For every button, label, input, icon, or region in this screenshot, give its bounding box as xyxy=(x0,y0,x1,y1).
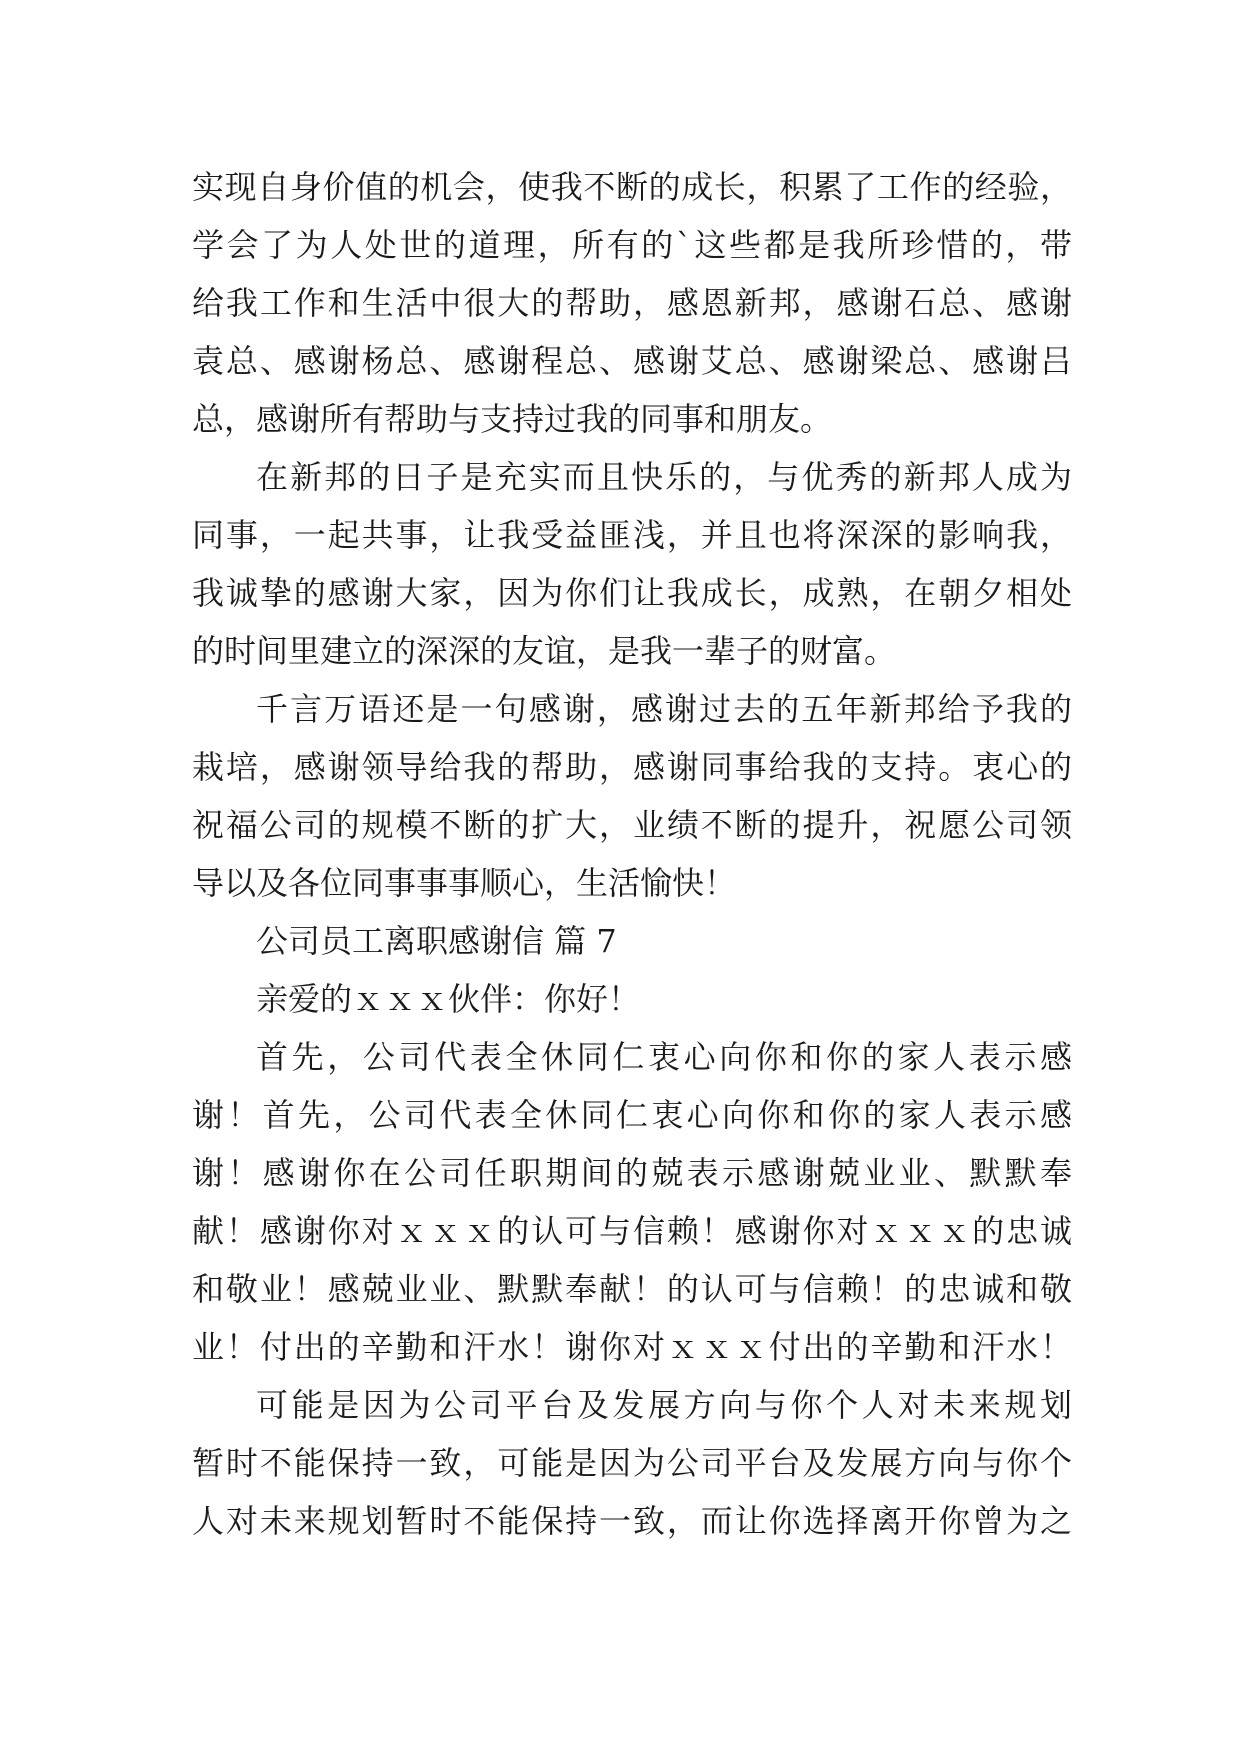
section-heading: 公司员工离职感谢信 篇 7 xyxy=(256,922,617,960)
text-line: 的时间里建立的深深的友谊，是我一辈子的财富。 xyxy=(192,632,897,670)
text-line: 暂时不能保持一致，可能是因为公司平台及发展方向与你个 xyxy=(192,1444,1072,1482)
salutation: 亲爱的ｘｘｘ伙伴：你好！ xyxy=(256,980,641,1018)
text-line: 祝福公司的规模不断的扩大，业绩不断的提升，祝愿公司领 xyxy=(192,806,1072,844)
text-line: 和敬业！感兢业业、默默奉献！的认可与信赖！的忠诚和敬 xyxy=(192,1270,1072,1308)
text-line: 袁总、感谢杨总、感谢程总、感谢艾总、感谢梁总、感谢吕 xyxy=(192,342,1072,380)
text-line: 给我工作和生活中很大的帮助，感恩新邦，感谢石总、感谢 xyxy=(192,284,1072,322)
text-line: 总，感谢所有帮助与支持过我的同事和朋友。 xyxy=(192,400,833,438)
paragraph-first-line: 可能是因为公司平台及发展方向与你个人对未来规划 xyxy=(256,1386,1072,1424)
text-line: 谢！感谢你在公司任职期间的兢表示感谢兢业业、默默奉 xyxy=(192,1154,1072,1192)
text-line: 人对未来规划暂时不能保持一致，而让你选择离开你曾为之 xyxy=(192,1502,1072,1540)
text-line: 同事，一起共事，让我受益匪浅，并且也将深深的影响我， xyxy=(192,516,1072,554)
paragraph-first-line: 在新邦的日子是充实而且快乐的，与优秀的新邦人成为 xyxy=(256,458,1072,496)
text-line: 谢！首先，公司代表全休同仁衷心向你和你的家人表示感 xyxy=(192,1096,1072,1134)
paragraph-first-line: 千言万语还是一句感谢，感谢过去的五年新邦给予我的 xyxy=(256,690,1072,728)
text-line: 业！付出的辛勤和汗水！谢你对ｘｘｘ付出的辛勤和汗水！ xyxy=(192,1328,1072,1366)
text-line: 献！感谢你对ｘｘｘ的认可与信赖！感谢你对ｘｘｘ的忠诚 xyxy=(192,1212,1072,1250)
text-line: 学会了为人处世的道理，所有的`这些都是我所珍惜的，带 xyxy=(192,226,1072,264)
text-line: 导以及各位同事事事顺心，生活愉快！ xyxy=(192,864,737,902)
text-line: 我诚挚的感谢大家，因为你们让我成长，成熟，在朝夕相处 xyxy=(192,574,1072,612)
paragraph-first-line: 首先，公司代表全休同仁衷心向你和你的家人表示感 xyxy=(256,1038,1072,1076)
text-line: 栽培，感谢领导给我的帮助，感谢同事给我的支持。衷心的 xyxy=(192,748,1072,786)
text-line: 实现自身价值的机会，使我不断的成长，积累了工作的经验， xyxy=(192,168,1072,206)
